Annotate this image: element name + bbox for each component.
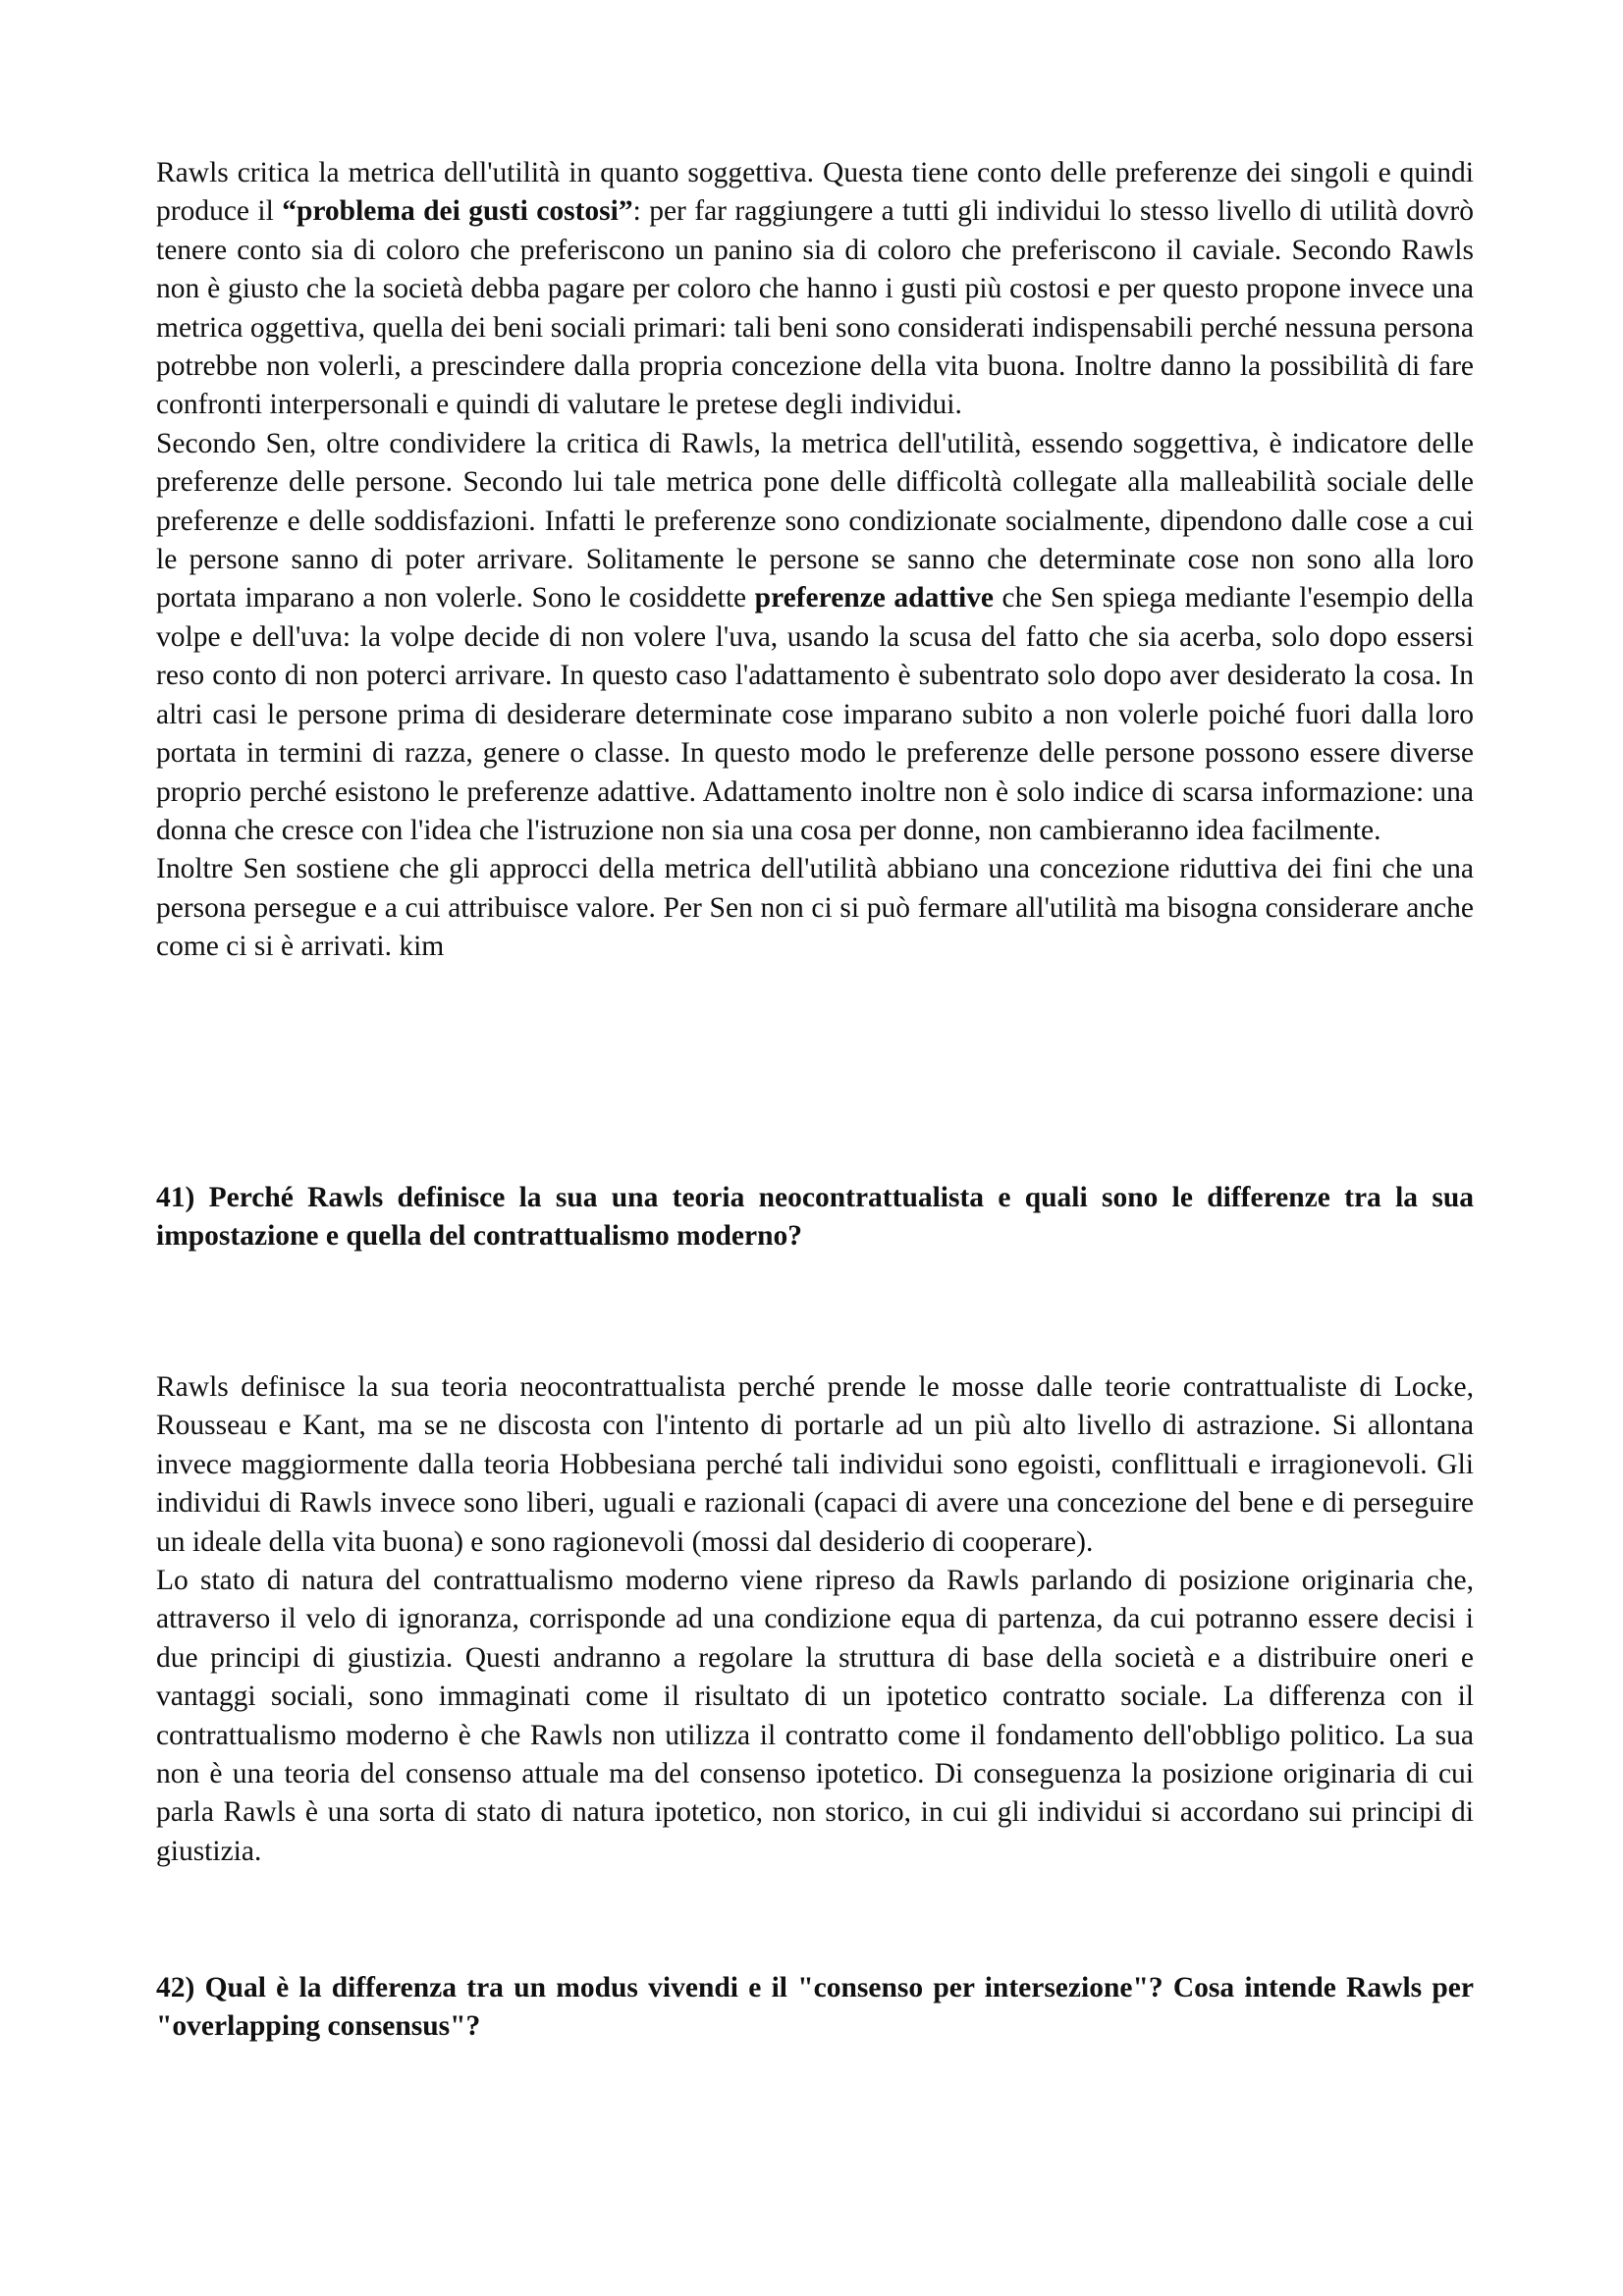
bold-term-preferenze-adattive: preferenze adattive [754, 582, 995, 614]
paragraph-sen-preferenze: Secondo Sen, oltre condividere la critica di Rawls, la metrica dell'utilità, essendo soggettiva, è indicatore delle preferenze delle persone. Secondo lui tale metrica pone delle difficoltà collegate alla malleabilità sociale delle preferenze e delle soddisfazioni. Infatti le preferenze sono condizionate socialmente, dipendono dalle cose a cui le persone sanno di poter arrivare. Solitamente le persone se sanno che determinate cose non sono alla loro portata imparano a non volerle. Sono le cosiddette preferenze adattive che Sen spiega mediante l'esempio della volpe e dell'uva: la volpe decide di non volere l'uva, usando la scusa del fatto che sia acerba, solo dopo essersi reso conto di non poterci arrivare. In questo caso l'adattamento è subentrato solo dopo aver desiderato la cosa. In altri casi le persone prima di desiderare determinate cose imparano subito a non volerle poiché fuori dalla loro portata in termini di razza, genere o classe. In questo modo le preferenze delle persone possono essere diverse proprio perché esistono le preferenze adattive. Adattamento inoltre non è solo indice di scarsa informazione: una donna che cresce con l'idea che l'istruzione non sia una cosa per donne, non cambieranno idea facilmente. [156, 427, 1474, 846]
question-41-heading-block [156, 1179, 1474, 1256]
question-42-heading: 42) Qual è la differenza tra un modus vivendi e il "consenso per intersezione"? Cosa intende Rawls per "overlapping consensus"? [156, 1972, 1474, 2043]
paragraph-metrica-utilita: Rawls critica la metrica dell'utilità in quanto soggettiva. Questa tiene conto delle preferenze dei singoli e quindi produce il “problema dei gusti costosi”: per far raggiungere a tutti gli individui lo stesso livello di utilità dovrò tenere conto sia di coloro che preferiscono un panino sia di coloro che preferiscono il caviale. Secondo Rawls non è giusto che la società debba pagare per coloro che hanno i gusti più costosi e per questo propone invece una metrica oggettiva, quella dei beni sociali primari: tali beni sono considerati indispensabili perché nessuna persona potrebbe non volerli, a prescindere dalla propria concezione della vita buona. Inoltre danno la possibilità di fare confronti interpersonali e quindi di valutare le pretese degli individui. [156, 157, 1474, 421]
question-41-heading: 41) Perché Rawls definisce la sua una teoria neocontrattualista e quali sono le differenze tra la sua impostazione e quella del contrattualismo moderno? [156, 1182, 1474, 1253]
paragraph-neocontrattualismo: Rawls definisce la sua teoria neocontrattualista perché prende le mosse dalle teorie contrattualiste di Locke, Rousseau e Kant, ma se ne discosta con l'intento di portarle ad un più alto livello di astrazione. Si allontana invece maggiormente dalla teoria Hobbesiana perché tali individui sono egoisti, conflittuali e irragionevoli. Gli individui di Rawls invece sono liberi, uguali e razionali (capaci di avere una concezione del bene e di perseguire un ideale della vita buona) e sono ragionevoli (mossi dal desiderio di cooperare). [156, 1371, 1474, 1558]
question-42-heading-block [156, 1969, 1474, 2047]
section-gusti-costosi [156, 154, 1474, 967]
paragraph-stato-di-natura: Lo stato di natura del contrattualismo moderno viene ripreso da Rawls parlando di posizione originaria che, attraverso il velo di ignoranza, corrisponde ad una condizione equa di partenza, da cui potranno essere decisi i due principi di giustizia. Questi andranno a regolare la struttura di base della società e a distribuire oneri e vantaggi sociali, sono immaginati come il risultato di un ipotetico contratto sociale. La differenza con il contrattualismo moderno è che Rawls non utilizza il contratto come il fondamento dell'obbligo politico. La sua non è una teoria del consenso attuale ma del consenso ipotetico. Di conseguenza la posizione originaria di cui parla Rawls è una sorta di stato di natura ipotetico, non storico, in cui gli individui si accordano sui principi di giustizia. [156, 1565, 1474, 1867]
paragraph-sen-concezione: Inoltre Sen sostiene che gli approcci della metrica dell'utilità abbiano una concezione riduttiva dei fini che una persona persegue e a cui attribuisce valore. Per Sen non ci si può fermare all'utilità ma bisogna considerare anche come ci si è arrivati. kim [156, 853, 1474, 963]
answer-41 [156, 1368, 1474, 1871]
bold-term-gusti-costosi: “problema dei gusti costosi” [282, 195, 633, 228]
